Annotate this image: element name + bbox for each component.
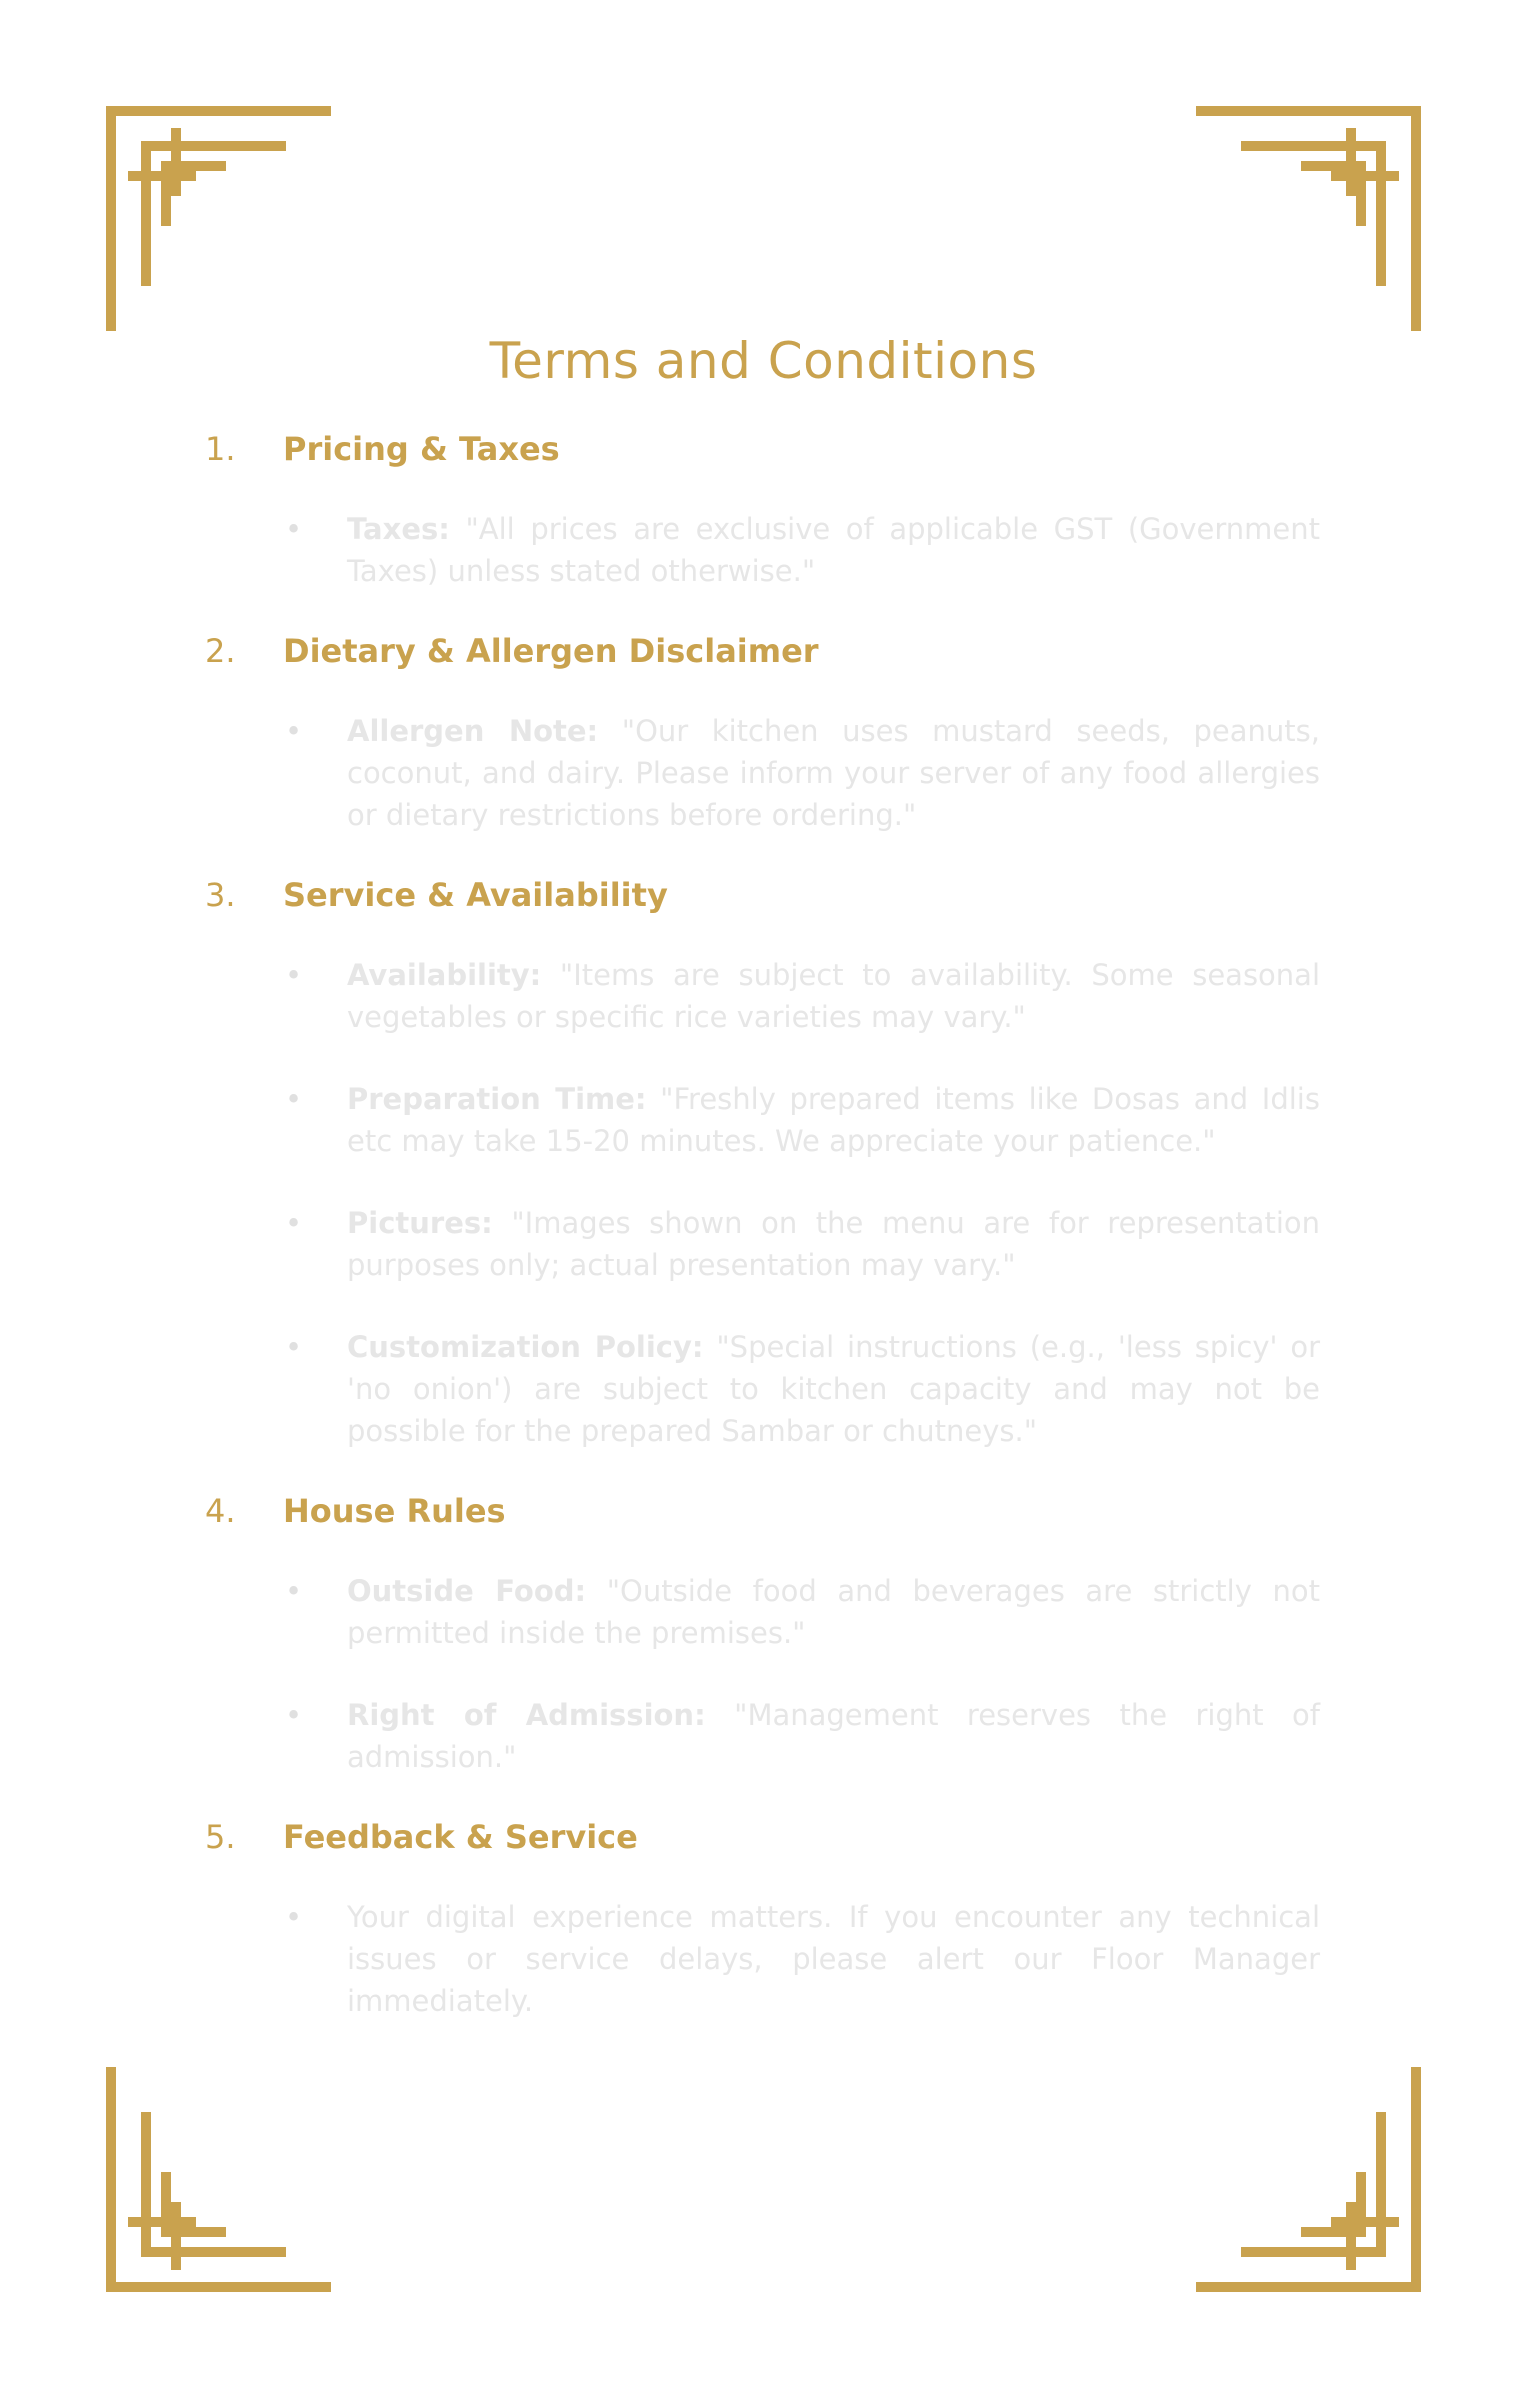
terms-content bbox=[205, 430, 1320, 2062]
section-number: 1. bbox=[205, 430, 236, 468]
item-text: "All prices are exclusive of applicable GST (Government Taxes) unless stated otherwise." bbox=[347, 512, 1320, 588]
section-items bbox=[205, 508, 1320, 592]
section-service-availability bbox=[205, 876, 1320, 1452]
item-label: Preparation Time: bbox=[347, 1082, 647, 1116]
section-items bbox=[205, 954, 1320, 1452]
item-label: Outside Food: bbox=[347, 1574, 587, 1608]
list-item bbox=[285, 508, 1320, 592]
section-items bbox=[205, 1896, 1320, 2022]
item-label: Right of Admission: bbox=[347, 1698, 706, 1732]
section-title: Pricing & Taxes bbox=[283, 430, 560, 468]
bullet-icon: • bbox=[285, 714, 303, 748]
corner-ornament-bottom-right-icon bbox=[1191, 2062, 1421, 2292]
section-title: Feedback & Service bbox=[283, 1818, 638, 1856]
item-label: Pictures: bbox=[347, 1206, 493, 1240]
section-pricing-taxes bbox=[205, 430, 1320, 592]
section-dietary-allergen bbox=[205, 632, 1320, 836]
bullet-icon: • bbox=[285, 512, 303, 546]
bullet-icon: • bbox=[285, 958, 303, 992]
bullet-icon: • bbox=[285, 1206, 303, 1240]
item-label: Customization Policy: bbox=[347, 1330, 704, 1364]
bullet-icon: • bbox=[285, 1330, 303, 1364]
list-item bbox=[285, 1202, 1320, 1286]
item-text: "Special instructions (e.g., 'less spicy' or 'no onion') are subject to kitchen capacity and may not be possible for the prepared Sambar or chutneys." bbox=[347, 1330, 1320, 1448]
section-heading bbox=[205, 1492, 1320, 1530]
bullet-icon: • bbox=[285, 1574, 303, 1608]
section-house-rules bbox=[205, 1492, 1320, 1778]
corner-ornament-bottom-left-icon bbox=[106, 2062, 336, 2292]
section-title: House Rules bbox=[283, 1492, 506, 1530]
list-item bbox=[285, 710, 1320, 836]
bullet-icon: • bbox=[285, 1082, 303, 1116]
item-text: "Images shown on the menu are for representation purposes only; actual presentation may vary." bbox=[347, 1206, 1320, 1282]
item-text: "Outside food and beverages are strictly not permitted inside the premises." bbox=[347, 1574, 1320, 1650]
section-heading bbox=[205, 632, 1320, 670]
section-feedback-service bbox=[205, 1818, 1320, 2022]
item-label: Allergen Note: bbox=[347, 714, 599, 748]
section-heading bbox=[205, 1818, 1320, 1856]
item-text: "Management reserves the right of admission." bbox=[347, 1698, 1320, 1774]
section-title: Dietary & Allergen Disclaimer bbox=[283, 632, 819, 670]
list-item bbox=[285, 1326, 1320, 1452]
bullet-icon: • bbox=[285, 1900, 303, 1934]
item-text: "Our kitchen uses mustard seeds, peanuts, coconut, and dairy. Please inform your server of any food allergies or dietary restrictions before ordering." bbox=[347, 714, 1320, 832]
section-title: Service & Availability bbox=[283, 876, 668, 914]
section-number: 3. bbox=[205, 876, 236, 914]
list-item bbox=[285, 1570, 1320, 1654]
bullet-icon: • bbox=[285, 1698, 303, 1732]
page-title: Terms and Conditions bbox=[489, 332, 1038, 390]
section-number: 2. bbox=[205, 632, 236, 670]
section-heading bbox=[205, 876, 1320, 914]
list-item bbox=[285, 1078, 1320, 1162]
section-number: 4. bbox=[205, 1492, 236, 1530]
list-item bbox=[285, 1694, 1320, 1778]
list-item bbox=[285, 954, 1320, 1038]
section-number: 5. bbox=[205, 1818, 236, 1856]
item-text: "Items are subject to availability. Some seasonal vegetables or specific rice varieties may vary." bbox=[347, 958, 1320, 1034]
list-item bbox=[285, 1896, 1320, 2022]
item-text: Your digital experience matters. If you encounter any technical issues or service delays, please alert our Floor Manager immediately. bbox=[347, 1900, 1320, 2018]
item-label: Availability: bbox=[347, 958, 542, 992]
item-text: "Freshly prepared items like Dosas and Idlis etc may take 15-20 minutes. We appreciate your patience." bbox=[347, 1082, 1320, 1158]
corner-ornament-top-right-icon bbox=[1191, 106, 1421, 336]
section-items bbox=[205, 710, 1320, 836]
section-items bbox=[205, 1570, 1320, 1778]
section-heading bbox=[205, 430, 1320, 468]
item-label: Taxes: bbox=[347, 512, 450, 546]
corner-ornament-top-left-icon bbox=[106, 106, 336, 336]
